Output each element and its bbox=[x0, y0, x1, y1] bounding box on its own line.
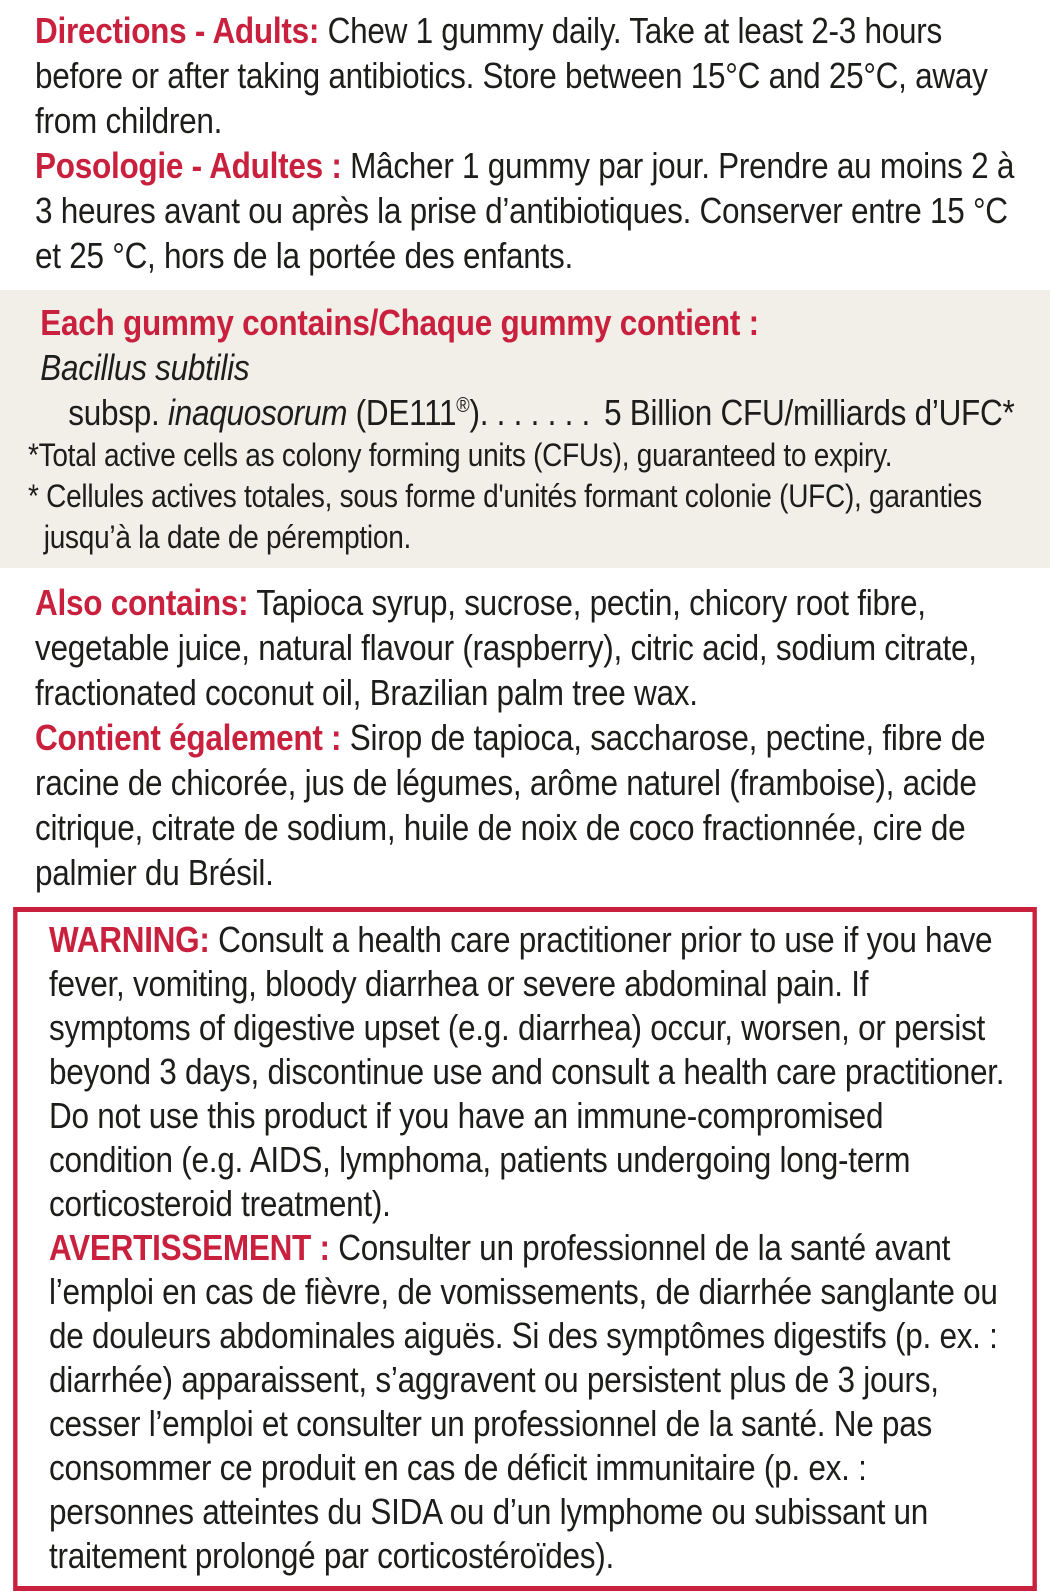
also-contains-en-heading: Also contains: bbox=[35, 582, 249, 623]
strain-code-open: (DE111 bbox=[347, 392, 457, 433]
warning-en-heading: WARNING: bbox=[49, 919, 210, 960]
directions-fr-heading: Posologie - Adultes : bbox=[35, 145, 342, 186]
directions-en-body: Chew 1 gummy daily. Take at least 2-3 hours before or after taking antibiotics. Store between 15°C and 25°C, away from children. bbox=[35, 10, 988, 141]
also-contains-section bbox=[0, 568, 1050, 895]
also-contains-fr-paragraph bbox=[35, 715, 1020, 895]
strain-code-close: ) bbox=[469, 392, 480, 433]
warning-fr-body: Consulter un professionnel de la santé avant l’emploi en cas de fièvre, de vomissements, de diarrhée sanglante ou de douleurs abdominales aiguës. Si des symptômes digestifs (p. ex. : diarrhée) apparaissent, s’aggravent ou persistent plus de 3 jours, cesser l’emploi et consulter un professionnel de la santé. Ne pas consommer ce produit en cas de déficit immunitaire (p. ex. : personnes atteintes du SIDA ou d’un lymphome ou subissant un traitement prolongé par corticostéroïdes). bbox=[49, 1227, 998, 1576]
cfu-amount: 5 Billion CFU/milliards d’UFC* bbox=[604, 392, 1015, 433]
directions-fr-body: Mâcher 1 gummy par jour. Prendre au moins 2 à 3 heures avant ou après la prise d’antibiotiques. Conserver entre 15 °C et 25 °C, hors de la portée des enfants. bbox=[35, 145, 1015, 276]
warning-box bbox=[13, 907, 1037, 1591]
dot-leader: . . . . . . . bbox=[479, 392, 591, 433]
subsp-name: inaquosorum bbox=[167, 392, 348, 433]
contains-heading: Each gummy contains/Chaque gummy contient : bbox=[40, 302, 759, 343]
also-contains-en-body: Tapioca syrup, sucrose, pectin, chicory root fibre, vegetable juice, natural flavour (raspberry), citric acid, sodium citrate, fractionated coconut oil, Brazilian palm tree wax. bbox=[35, 582, 977, 713]
strain-line bbox=[40, 390, 1025, 435]
subsp-prefix: subsp. bbox=[68, 392, 168, 433]
footnote-fr: * Cellules actives totales, sous forme d'unités formant colonie (UFC), garanties jusqu’à la date de péremption. bbox=[28, 478, 982, 555]
directions-en-heading: Directions - Adults: bbox=[35, 10, 320, 51]
directions-fr-paragraph bbox=[35, 143, 1020, 278]
contains-box bbox=[0, 290, 1050, 568]
warning-fr-paragraph bbox=[49, 1226, 1013, 1578]
also-contains-fr-body: Sirop de tapioca, saccharose, pectine, fibre de racine de chicorée, jus de légumes, arôme naturel (framboise), acide citrique, citrate de sodium, huile de noix de coco fractionnée, cire de palmier du Brésil. bbox=[35, 717, 986, 893]
also-contains-en-paragraph bbox=[35, 580, 1020, 715]
directions-section bbox=[0, 0, 1050, 278]
directions-en-paragraph bbox=[35, 8, 1020, 143]
also-contains-fr-heading: Contient également : bbox=[35, 717, 342, 758]
contains-heading-paragraph bbox=[40, 300, 1025, 345]
warning-en-body: Consult a health care practitioner prior to use if you have fever, vomiting, bloody diarrhea or severe abdominal pain. If symptoms of digestive upset (e.g. diarrhea) occur, worsen, or persist beyond 3 days, discontinue use and consult a health care practitioner. Do not use this product if you have an immune-compromised condition (e.g. AIDS, lymphoma, patients undergoing long-term corticosteroid treatment). bbox=[49, 919, 1005, 1224]
warning-en-paragraph bbox=[49, 918, 1013, 1226]
warning-fr-heading: AVERTISSEMENT : bbox=[49, 1227, 330, 1268]
organism-name: Bacillus subtilis bbox=[40, 347, 250, 388]
footnote-en: *Total active cells as colony forming units (CFUs), guaranteed to expiry. bbox=[28, 437, 893, 473]
registered-mark-icon: ® bbox=[456, 394, 470, 417]
